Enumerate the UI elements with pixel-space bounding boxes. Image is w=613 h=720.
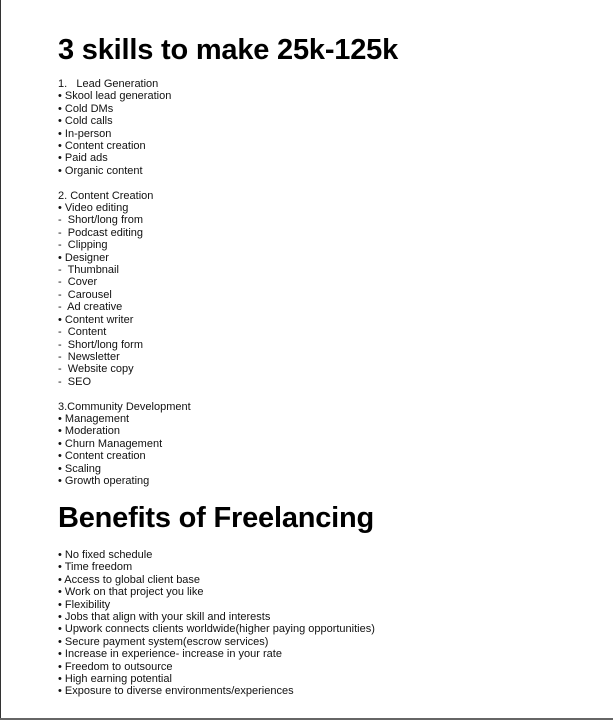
list-item: • No fixed schedule — [58, 549, 153, 561]
list-item: • Management — [58, 412, 130, 425]
benefits-title: Benefits of Freelancing — [58, 502, 375, 534]
list-item: • Content writer — [58, 313, 134, 326]
list-item: - Short/long form — [58, 338, 143, 351]
list-item: • Secure payment system(escrow services) — [58, 635, 269, 648]
spacer — [58, 177, 191, 189]
list-item: • Moderation — [58, 425, 120, 438]
list-item: • Cold calls — [58, 115, 113, 128]
list-item: • Churn Management — [58, 437, 163, 450]
list-item: - Website copy — [58, 363, 134, 376]
spacer — [58, 388, 191, 400]
list-item: - Carousel — [58, 288, 112, 301]
list-item: - SEO — [58, 375, 92, 388]
list-item: - Cover — [58, 276, 98, 289]
list-item: • Designer — [58, 251, 109, 264]
list-item: • Access to global client base — [58, 573, 201, 586]
list-item: • Work on that project you like — [58, 586, 204, 599]
list-item: • Growth operating — [58, 474, 150, 487]
list-item: • Paid ads — [58, 152, 108, 165]
list-item: - Thumbnail — [58, 264, 119, 277]
list-item: - Newsletter — [58, 350, 120, 363]
list-item: • Freedom to outsource — [58, 660, 173, 673]
list-item: • Content creation — [58, 140, 146, 153]
list-item: • Time freedom — [58, 561, 133, 574]
list-item: - Clipping — [58, 239, 108, 252]
list-item: • High earning potential — [58, 673, 172, 686]
page-left-edge — [0, 0, 1, 720]
list-item: • Increase in experience- increase in your rate — [58, 648, 282, 661]
skills-list — [58, 78, 191, 487]
list-item: • Cold DMs — [58, 102, 114, 115]
list-item: - Ad creative — [58, 301, 123, 314]
list-item: • Video editing — [58, 202, 129, 215]
list-item: - Podcast editing — [58, 226, 143, 239]
section-heading: 2. Content Creation — [58, 189, 154, 202]
list-item: • Upwork connects clients worldwide(higher paying opportunities) — [58, 623, 375, 636]
section-heading: 1. Lead Generation — [58, 78, 159, 90]
benefits-list — [58, 549, 375, 698]
list-item: • Skool lead generation — [58, 90, 172, 103]
list-item: • Jobs that align with your skill and interests — [58, 611, 271, 624]
list-item: • Exposure to diverse environments/experiences — [58, 685, 294, 698]
list-item: • In-person — [58, 127, 112, 140]
list-item: - Short/long from — [58, 214, 143, 227]
list-item: • Scaling — [58, 462, 101, 475]
list-item: • Flexibility — [58, 598, 111, 611]
list-item: • Content creation — [58, 450, 146, 463]
list-item: • Organic content — [58, 164, 143, 177]
page-title: 3 skills to make 25k-125k — [58, 34, 399, 66]
section-heading: 3.Community Development — [58, 400, 191, 413]
list-item: - Content — [58, 326, 107, 339]
